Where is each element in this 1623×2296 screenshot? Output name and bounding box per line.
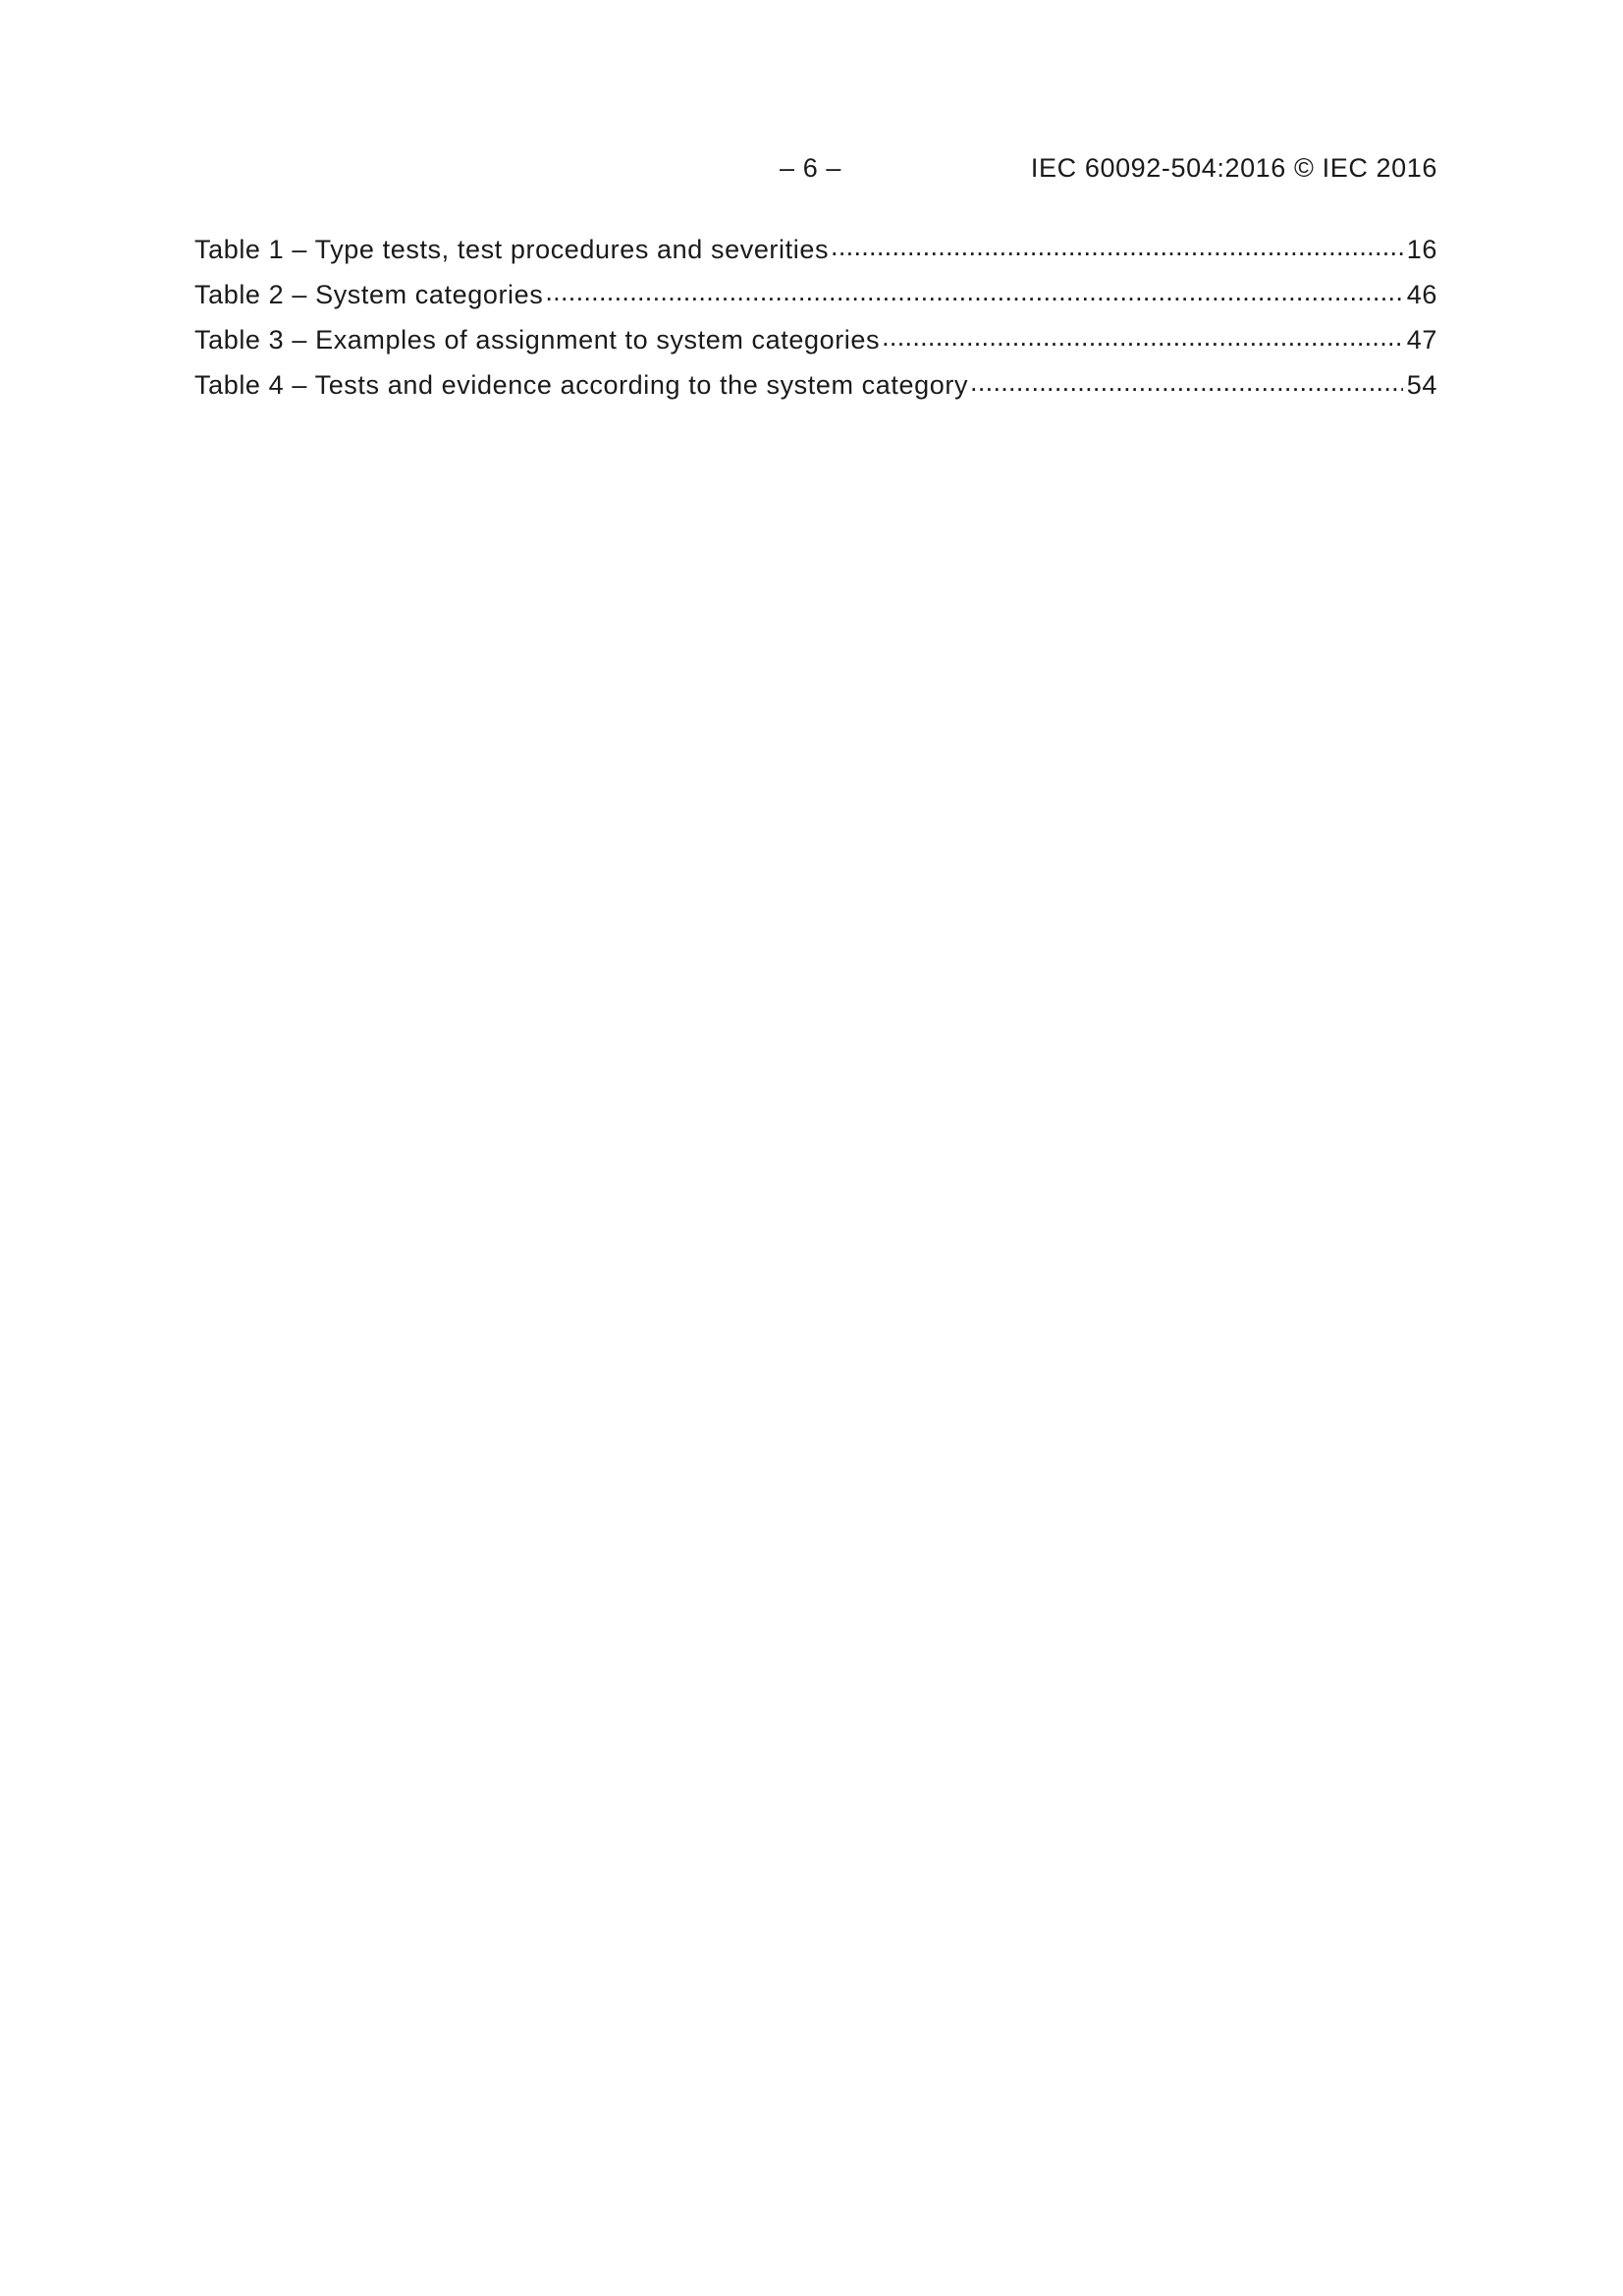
- page-number: – 6 –: [780, 153, 842, 183]
- document-id: IEC 60092-504:2016 © IEC 2016: [1030, 153, 1437, 183]
- toc-entry[interactable]: [194, 322, 1437, 367]
- toc-entry-page: 54: [1406, 370, 1437, 400]
- toc-entry-page: 47: [1406, 325, 1437, 355]
- toc-dot-leader: [831, 232, 1403, 258]
- page-header: [194, 153, 1437, 189]
- toc-dot-leader: [882, 322, 1403, 349]
- list-of-tables: [194, 232, 1437, 412]
- toc-entry-title: Table 3 – Examples of assignment to system categories: [194, 325, 881, 355]
- toc-dot-leader: [970, 367, 1403, 394]
- toc-entry-page: 16: [1406, 235, 1437, 264]
- toc-entry[interactable]: [194, 232, 1437, 277]
- toc-dot-leader: [545, 277, 1402, 303]
- toc-entry-title: Table 1 – Type tests, test procedures and severities: [194, 235, 830, 264]
- toc-entry[interactable]: [194, 367, 1437, 412]
- toc-entry-title: Table 2 – System categories: [194, 280, 544, 309]
- toc-entry[interactable]: [194, 277, 1437, 322]
- toc-entry-page: 46: [1406, 280, 1437, 309]
- toc-entry-title: Table 4 – Tests and evidence according to the system category: [194, 370, 969, 400]
